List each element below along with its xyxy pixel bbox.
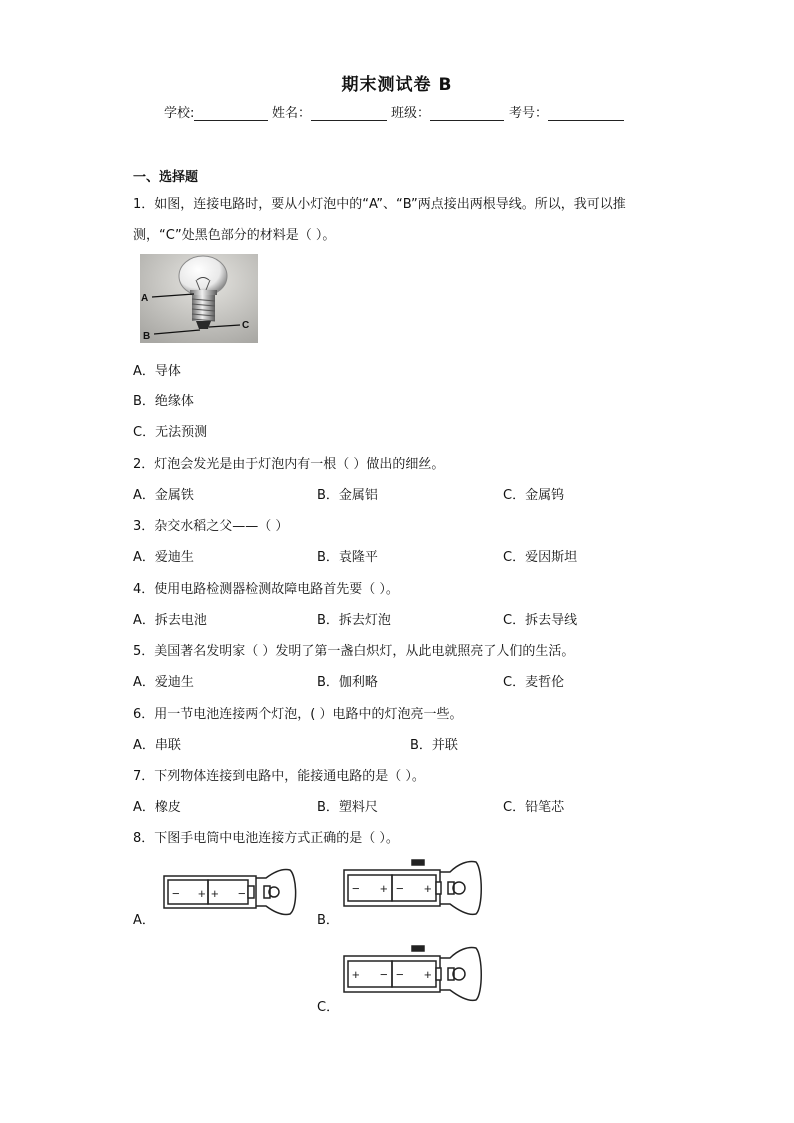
name-label: 姓名：: [272, 106, 312, 121]
question-text: 用一节电池连接两个灯泡，( ）电路中的灯泡亮一些。: [154, 707, 463, 722]
school-field[interactable]: [164, 102, 268, 121]
minus-sign: −: [396, 967, 404, 982]
question-number: 4．: [133, 582, 155, 597]
question-number: 6．: [133, 707, 155, 722]
class-field[interactable]: [391, 102, 504, 121]
q6-option-b[interactable]: B．并联: [410, 738, 458, 753]
question-5: [133, 640, 574, 659]
number-field[interactable]: [509, 102, 624, 121]
question-number: 5．: [133, 644, 155, 659]
q6-option-a[interactable]: A．串联: [133, 738, 181, 753]
q4-option-b[interactable]: B．拆去灯泡: [317, 613, 391, 628]
q5-option-a[interactable]: A．爱迪生: [133, 675, 194, 690]
q1-option-b[interactable]: B．绝缘体: [133, 394, 194, 409]
plus-sign: +: [424, 967, 432, 982]
q7-option-a[interactable]: A．橡皮: [133, 800, 181, 815]
class-blank[interactable]: [430, 106, 504, 121]
plus-sign: +: [380, 881, 388, 896]
question-number: 7．: [133, 769, 155, 784]
bulb-photo: [140, 254, 258, 343]
question-1-line-1: [133, 193, 626, 212]
flashlight-a: [162, 864, 298, 920]
plus-sign: +: [211, 886, 219, 901]
q2-option-c[interactable]: C．金属钨: [503, 488, 565, 503]
label-c: C: [242, 320, 250, 331]
question-text: 下列物体连接到电路中，能接通电路的是（ ）。: [154, 769, 425, 784]
question-4: [133, 578, 399, 597]
question-text: 美国著名发明家（ ）发明了第一盏白炽灯，从此电就照亮了人们的生活。: [154, 644, 575, 659]
q4-option-c[interactable]: C．拆去导线: [503, 613, 578, 628]
label-b: B: [143, 331, 151, 342]
question-2: [133, 453, 444, 472]
q3-option-a[interactable]: A．爱迪生: [133, 550, 194, 565]
q8-option-a[interactable]: A．: [133, 913, 155, 928]
question-number: 1．: [133, 197, 155, 212]
name-field[interactable]: [272, 102, 387, 121]
question-1-line-2: 测，“C”处黑色部分的材料是（ ）。: [133, 228, 336, 243]
number-blank[interactable]: [548, 106, 624, 121]
question-number: 3．: [133, 519, 155, 534]
q5-option-b[interactable]: B．伽利略: [317, 675, 378, 690]
question-7: [133, 765, 425, 784]
question-number: 2．: [133, 457, 155, 472]
q8-option-b[interactable]: B．: [317, 913, 339, 928]
q7-option-b[interactable]: B．塑料尺: [317, 800, 378, 815]
question-number: 8．: [133, 831, 155, 846]
minus-sign: −: [172, 886, 180, 901]
number-label: 考号：: [509, 106, 549, 121]
q2-option-a[interactable]: A．金属铁: [133, 488, 194, 503]
minus-sign: −: [396, 881, 404, 896]
question-3: [133, 515, 288, 534]
school-label: 学校:: [164, 106, 195, 121]
q7-option-c[interactable]: C．铅笔芯: [503, 800, 565, 815]
q1-option-c[interactable]: C．无法预测: [133, 425, 208, 440]
q5-option-c[interactable]: C．麦哲伦: [503, 675, 565, 690]
q2-option-b[interactable]: B．金属铝: [317, 488, 378, 503]
class-label: 班级：: [391, 106, 431, 121]
minus-sign: −: [380, 967, 388, 982]
q1-option-a[interactable]: A．导体: [133, 364, 181, 379]
question-8: [133, 827, 399, 846]
question-text: 如图，连接电路时，要从小灯泡中的“A”、“B”两点接出两根导线。所以，我可以推: [154, 197, 626, 212]
question-6: [133, 703, 463, 722]
question-text: 使用电路检测器检测故障电路首先要（ ）。: [154, 582, 399, 597]
plus-sign: +: [424, 881, 432, 896]
plus-sign: +: [352, 967, 360, 982]
plus-sign: +: [198, 886, 206, 901]
flashlight-c: [342, 944, 482, 1006]
q4-option-a[interactable]: A．拆去电池: [133, 613, 207, 628]
label-a: A: [141, 293, 149, 304]
page-title: 期末测试卷 B: [341, 75, 453, 95]
flashlight-b: [342, 858, 482, 920]
question-text: 杂交水稻之父——（ ）: [154, 519, 289, 534]
minus-sign: −: [238, 886, 246, 901]
q3-option-b[interactable]: B．袁隆平: [317, 550, 378, 565]
section-title: 一、选择题: [133, 170, 199, 185]
question-text: 下图手电筒中电池连接方式正确的是（ ）。: [154, 831, 399, 846]
question-text: 灯泡会发光是由于灯泡内有一根（ ）做出的细丝。: [154, 457, 445, 472]
q3-option-c[interactable]: C．爱因斯坦: [503, 550, 578, 565]
minus-sign: −: [352, 881, 360, 896]
school-blank[interactable]: [194, 106, 268, 121]
name-blank[interactable]: [311, 106, 387, 121]
q8-option-c[interactable]: C．: [317, 1000, 340, 1015]
